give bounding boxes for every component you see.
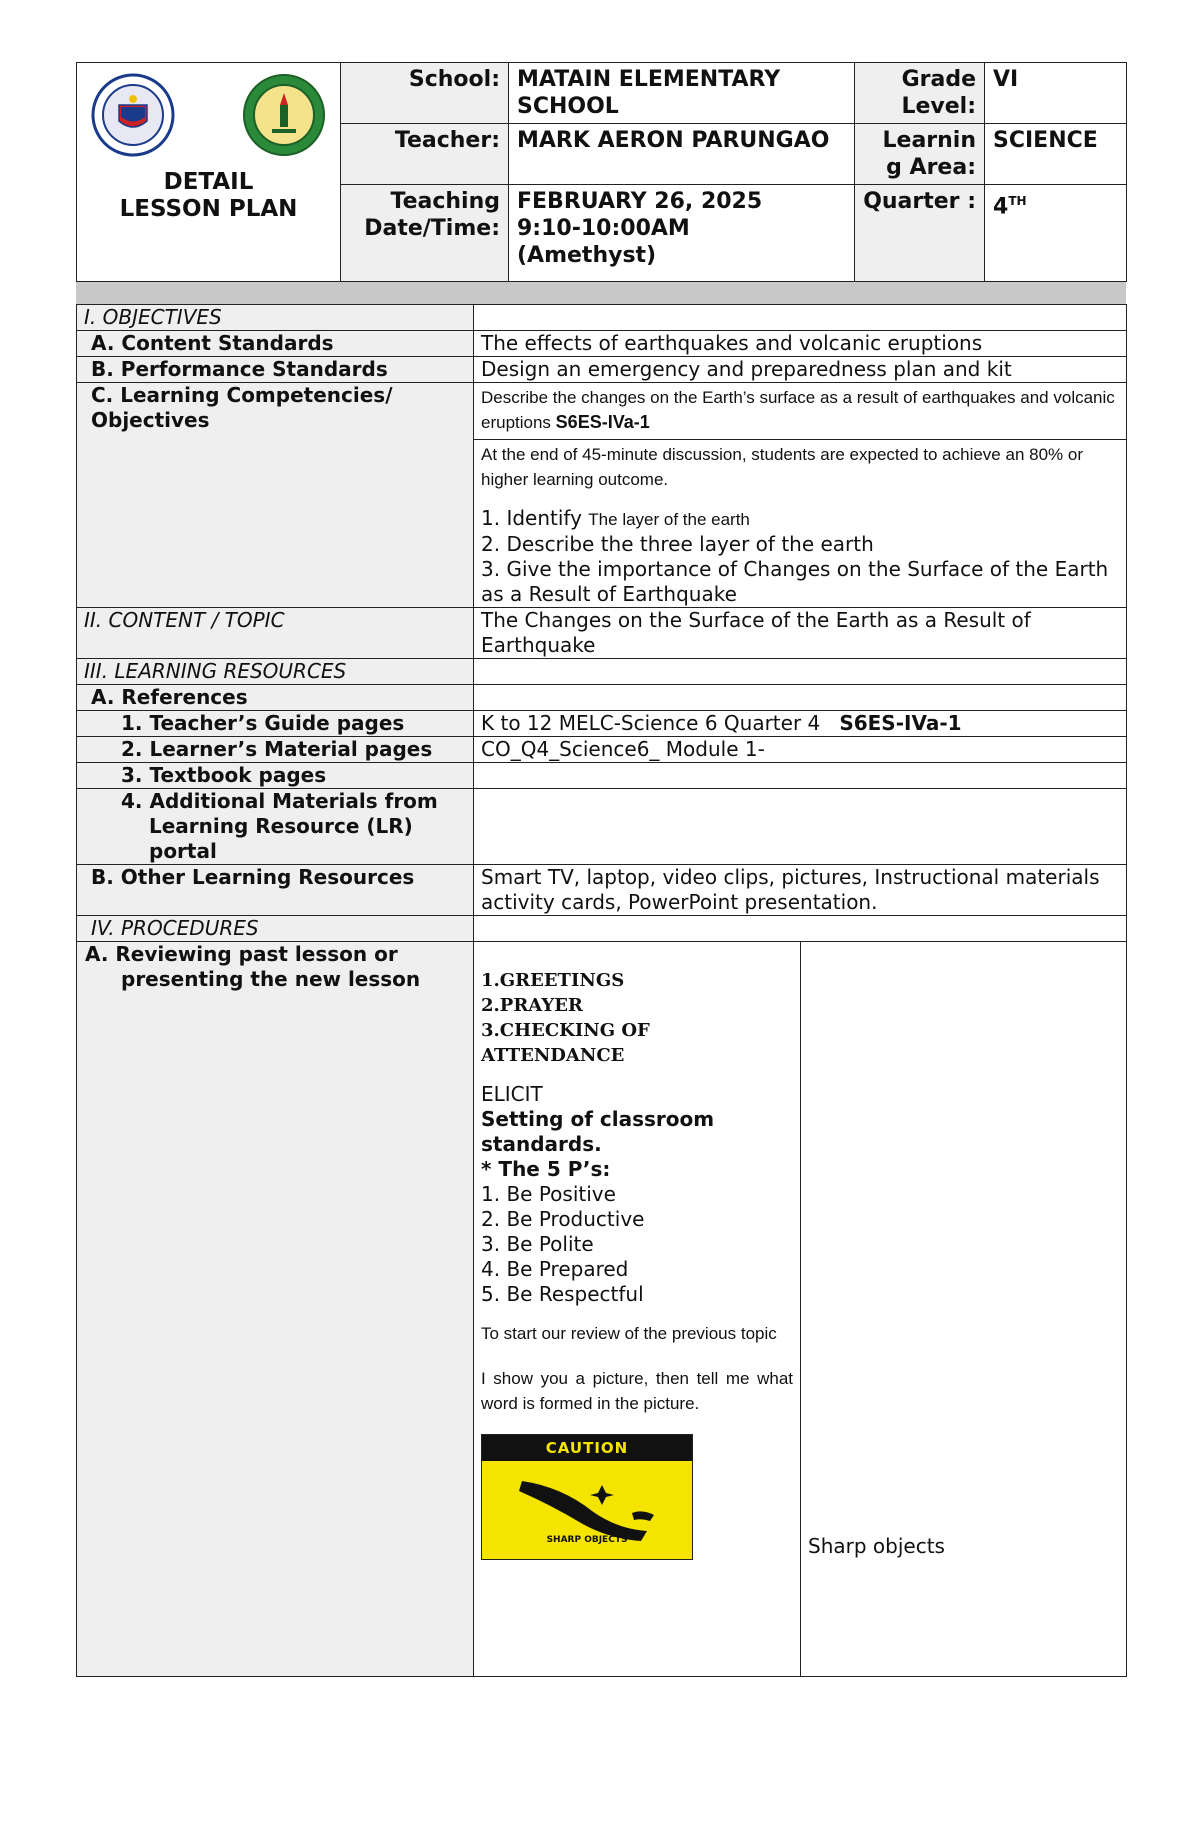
teacher-activity-cell	[474, 942, 801, 1677]
objectives-intro: At the end of 45-minute discussion, students are expected to achieve an 80% or higher learning outcome.	[481, 445, 1083, 489]
grade-label: Grade Level:	[855, 63, 985, 124]
learners-material-label: 2. Learner’s Material pages	[77, 737, 474, 763]
other-resources-label: B. Other Learning Resources	[77, 865, 474, 916]
performance-standards-label: B. Performance Standards	[77, 357, 474, 383]
reviewing-lesson-label: A. Reviewing past lesson or presenting the new lesson	[77, 942, 474, 1677]
teachers-guide-value: K to 12 MELC-Science 6 Quarter 4 S6ES-IVa-1	[474, 711, 1127, 737]
objective-3: 3. Give the importance of Changes on the Surface of the Earth as a Result of Earthquake	[481, 557, 1109, 606]
header-logo-cell	[77, 63, 341, 282]
student-response-cell	[801, 942, 1127, 1677]
procedures-heading: IV. PROCEDURES	[77, 916, 474, 942]
review-intro: To start our review of the previous topic	[481, 1324, 777, 1343]
classroom-standards: Setting of classroom standards.	[481, 1107, 715, 1156]
quarter-value: 4TH	[985, 185, 1127, 282]
content-standards-label: A. Content Standards	[77, 331, 474, 357]
lesson-body-table	[76, 304, 1127, 1677]
prayer: 2.PRAYER	[481, 995, 583, 1016]
learning-competencies-label: C. Learning Competencies/ Objectives	[77, 383, 474, 608]
learners-material-value: CO_Q4_Science6_ Module 1-	[474, 737, 1127, 763]
performance-standards-value: Design an emergency and preparedness plan and kit	[474, 357, 1127, 383]
header-table	[76, 62, 1127, 282]
learning-resources-heading: III. LEARNING RESOURCES	[77, 659, 474, 685]
teacher-value: MARK AERON PARUNGAO	[509, 124, 855, 185]
quarter-label: Quarter :	[855, 185, 985, 282]
picture-instruction: I show you a picture, then tell me what word is formed in the picture.	[481, 1369, 793, 1413]
standard-4: 4. Be Prepared	[481, 1257, 629, 1281]
textbook-pages-label: 3. Textbook pages	[77, 763, 474, 789]
teaching-date-value: FEBRUARY 26, 2025 9:10-10:00AM (Amethyst)	[509, 185, 855, 282]
teachers-guide-label: 1. Teacher’s Guide pages	[77, 711, 474, 737]
school-seal-logo	[242, 73, 326, 157]
student-answer: Sharp objects	[808, 1534, 945, 1558]
standard-1: 1. Be Positive	[481, 1182, 616, 1206]
separator-bar	[76, 282, 1126, 304]
lesson-plan-document	[76, 62, 1126, 1677]
teaching-date-label: Teaching Date/Time:	[341, 185, 509, 282]
other-resources-value: Smart TV, laptop, video clips, pictures, Instructional materials activity cards, PowerPoint presentation.	[474, 865, 1127, 916]
additional-materials-label: 4. Additional Materials from Learning Resource (LR) portal	[77, 789, 474, 865]
objective-1: 1. Identify The layer of the earth	[481, 506, 750, 530]
teacher-label: Teacher:	[341, 124, 509, 185]
content-topic-value: The Changes on the Surface of the Earth as a Result of Earthquake	[474, 608, 1127, 659]
grade-value: VI	[985, 63, 1127, 124]
learning-competencies-value: Describe the changes on the Earth’s surface as a result of earthquakes and volcanic eruptions S6ES-IVa-1	[474, 383, 1127, 440]
five-ps-heading: * The 5 P’s:	[481, 1157, 611, 1181]
objective-2: 2. Describe the three layer of the earth	[481, 532, 874, 556]
standard-5: 5. Be Respectful	[481, 1282, 644, 1306]
objectives-heading: I. OBJECTIVES	[77, 305, 474, 331]
document-title: DETAIL LESSON PLAN	[119, 169, 298, 222]
content-standards-value: The effects of earthquakes and volcanic eruptions	[474, 331, 1127, 357]
learning-area-label: Learnin g Area:	[855, 124, 985, 185]
deped-seal-logo	[91, 73, 175, 157]
school-label: School:	[341, 63, 509, 124]
checking-attendance: 3.CHECKING OF ATTENDANCE	[481, 1020, 650, 1066]
elicit-heading: ELICIT	[481, 1082, 543, 1106]
greetings: 1.GREETINGS	[481, 970, 625, 991]
standard-2: 2. Be Productive	[481, 1207, 645, 1231]
school-value: MATAIN ELEMENTARY SCHOOL	[509, 63, 855, 124]
specific-objectives	[474, 440, 1127, 608]
caution-sharp-objects-image: CAUTION SHARP OBJECTS	[481, 1434, 693, 1560]
content-topic-heading: II. CONTENT / TOPIC	[77, 608, 474, 659]
references-label: A. References	[77, 685, 474, 711]
learning-area-value: SCIENCE	[985, 124, 1127, 185]
standard-3: 3. Be Polite	[481, 1232, 594, 1256]
